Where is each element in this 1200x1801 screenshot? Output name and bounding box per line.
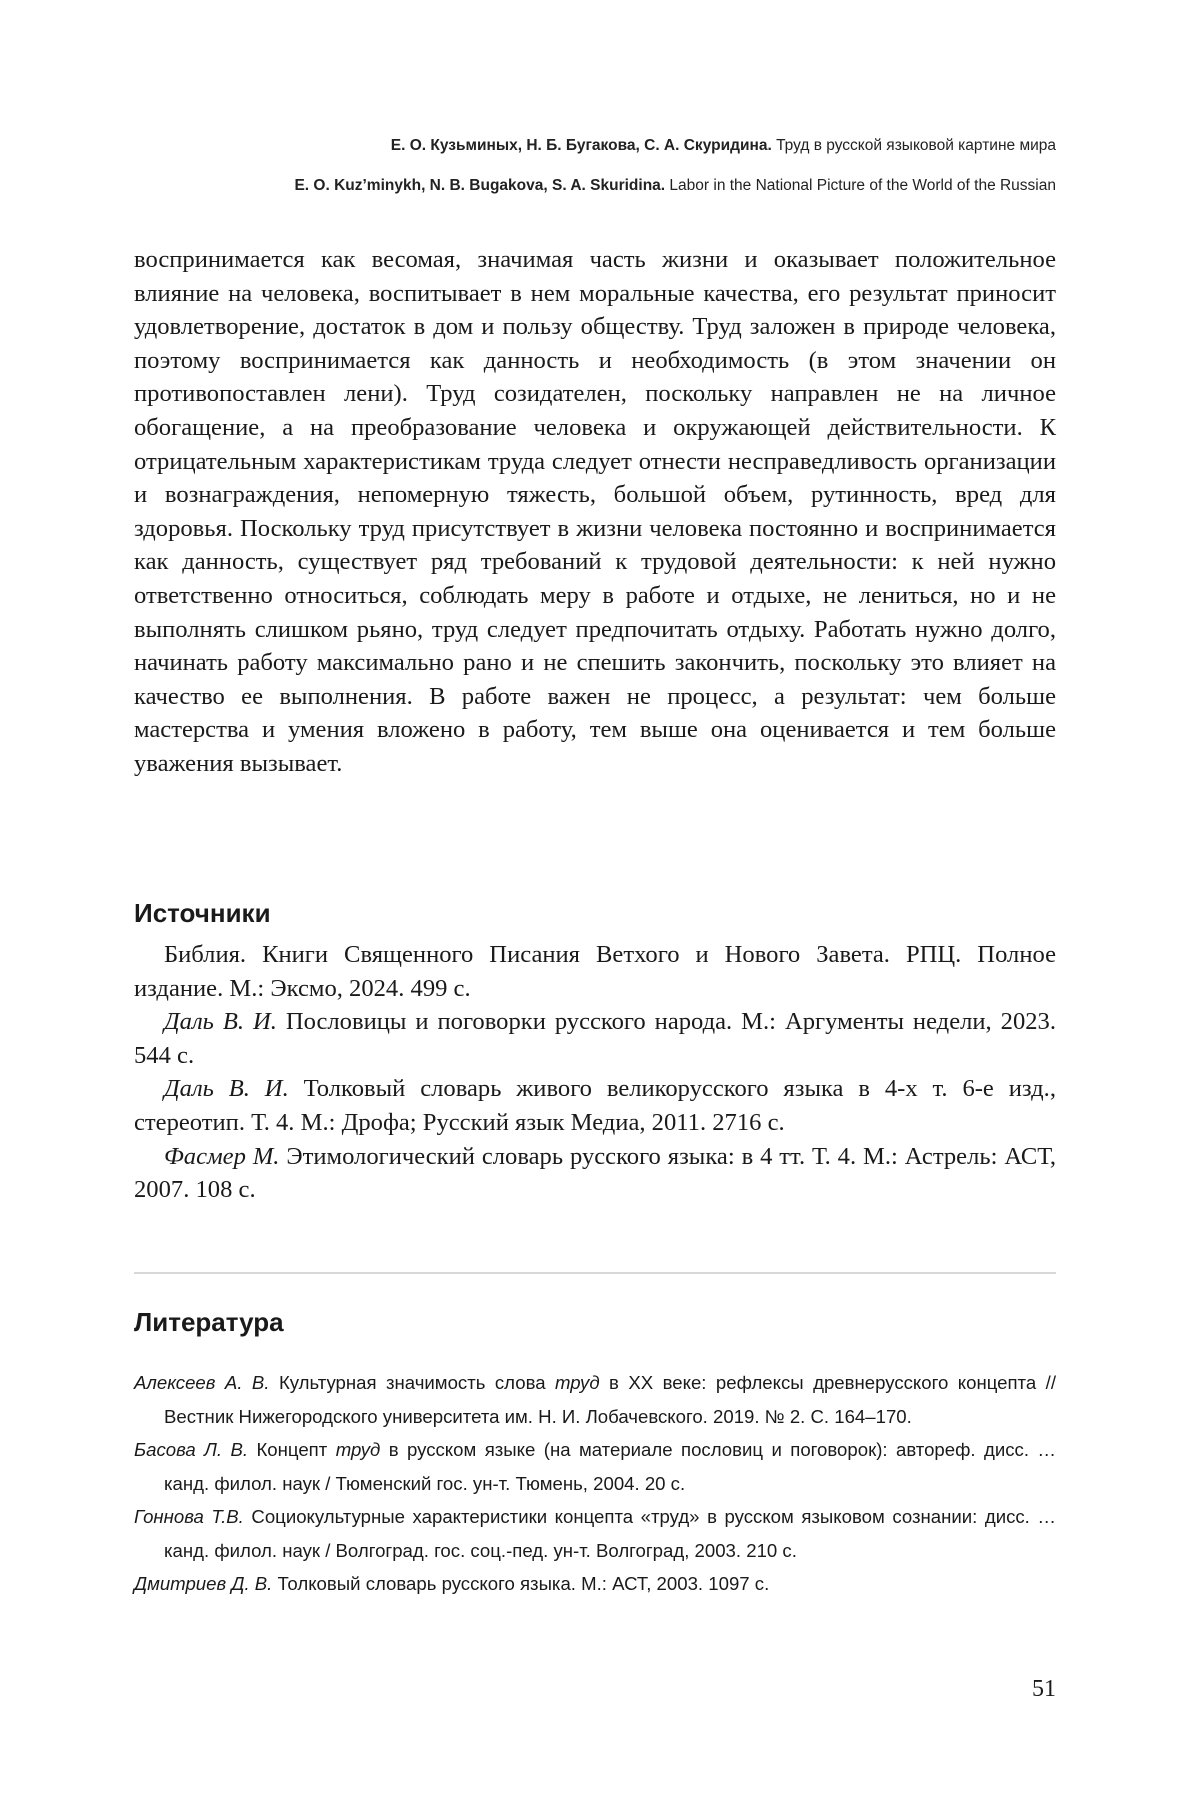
- header-en-authors: E. O. Kuz’minykh, N. B. Bugakova, S. A. Skuridina.: [294, 177, 666, 194]
- literature-heading: Литература: [134, 1307, 284, 1337]
- source-author: Фасмер М.: [164, 1142, 280, 1170]
- literature-text-rest: в русском языке (на материале пословиц и поговорок): автореф. дисс. … канд. филол. наук / Тюменский гос. ун-т. Тюмень, 2004. 20 с.: [164, 1439, 1057, 1494]
- literature-author: Дмитриев Д. В.: [134, 1573, 273, 1594]
- source-item: [134, 1140, 1056, 1207]
- literature-text: Концепт: [248, 1439, 336, 1460]
- source-text: Толковый словарь живого великорусского языка в 4-х т. 6-е изд., стереотип. Т. 4. М.: Дрофа; Русский язык Медиа, 2011. 2716 с.: [134, 1075, 1056, 1136]
- literature-author: Алексеев А. В.: [134, 1372, 270, 1393]
- sources-heading: Источники: [134, 898, 271, 928]
- source-author: Даль В. И.: [164, 1075, 289, 1103]
- header-ru-title: Труд в русской языковой картине мира: [776, 137, 1056, 154]
- source-text: Этимологический словарь русского языка: в 4 тт. Т. 4. М.: Астрель: АСТ, 2007. 108 с.: [134, 1142, 1056, 1204]
- literature-text-rest: в XX веке: рефлексы древнерусского концепта // Вестник Нижегородского университета им. Н. И. Лобачевского. 2019. № 2. С. 164–170.: [164, 1372, 1056, 1427]
- literature-author: Басова Л. В.: [134, 1439, 249, 1460]
- source-item: [134, 938, 1056, 1005]
- literature-text: Толковый словарь русского языка. М.: АСТ, 2003. 1097 с.: [272, 1573, 770, 1594]
- literature-text: Культурная значимость слова: [269, 1372, 556, 1393]
- literature-item: [134, 1366, 1056, 1433]
- source-text: Библия. Книги Священного Писания Ветхого и Нового Завета. РПЦ. Полное издание. М.: Эксмо, 2024. 499 с.: [134, 941, 1056, 1002]
- source-author: Даль В. И.: [164, 1008, 277, 1036]
- source-item: [134, 1005, 1056, 1072]
- literature-italic-term: труд: [335, 1439, 381, 1460]
- section-divider: [134, 1272, 1056, 1274]
- source-item: [134, 1072, 1056, 1139]
- body-paragraph: воспринимается как весомая, значимая часть жизни и оказывает положительное влияние на человека, воспитывает в нем моральные качества, его результат приносит удовлетворение, достаток в дом и пользу обществу. Труд заложен в природе человека, поэтому воспринимается как данность и необходимость (в этом значении он противопоставлен лени). Труд созидателен, поскольку направлен не на личное обогащение, а на преобразование человека и окружающей действительности. К отрицательным характеристикам труда следует отнести несправедливость организации и вознаграждения, непомерную тяжесть, большой объем, рутинность, вред для здоровья. Поскольку труд присутствует в жизни человека постоянно и воспринимается как данность, существует ряд требований к трудовой деятельности: к ней нужно ответственно относиться, соблюдать меру в работе и отдыхе, не лениться, но и не выполнять слишком рьяно, труд следует предпочитать отдыху. Работать нужно долго, начинать работу максимально рано и не спешить закончить, поскольку это влияет на качество ее выполнения. В работе важен не процесс, а результат: чем больше мастерства и умения вложено в работу, тем выше она оценивается и тем больше уважения вызывает.: [134, 246, 1056, 777]
- page-number: 51: [1032, 1676, 1056, 1702]
- literature-italic-term: труд: [555, 1372, 600, 1393]
- header-ru-authors: Е. О. Кузьминых, Н. Б. Бугакова, С. А. Скуридина.: [390, 137, 772, 154]
- header-line-ru: [134, 126, 1056, 166]
- literature-author: Гоннова Т.В.: [134, 1506, 244, 1527]
- document-page: [134, 0, 1056, 1801]
- literature-item: [134, 1433, 1056, 1500]
- header-en-title: Labor in the National Picture of the World of the Russian: [669, 177, 1056, 194]
- header-line-en: [134, 166, 1056, 206]
- running-header: [134, 126, 1056, 206]
- literature-list: [134, 1366, 1056, 1601]
- sources-list: [134, 938, 1056, 1207]
- literature-item: [134, 1500, 1056, 1567]
- literature-text: Социокультурные характеристики концепта «труд» в русском языковом сознании: дисс. … канд. филол. наук / Волгоград. гос. соц.-пед. ун-т. Волгоград, 2003. 210 с.: [164, 1506, 1056, 1561]
- literature-item: [134, 1567, 1056, 1601]
- source-text: Пословицы и поговорки русского народа. М.: Аргументы недели, 2023. 544 с.: [134, 1008, 1056, 1069]
